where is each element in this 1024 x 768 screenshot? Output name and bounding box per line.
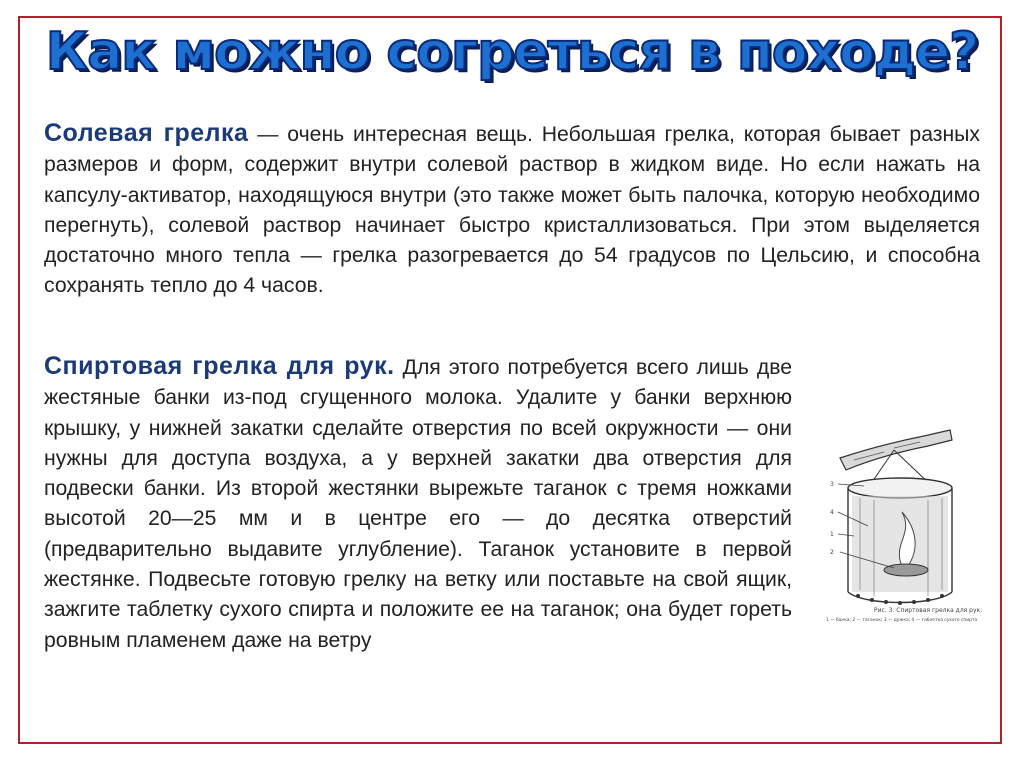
text-alcohol-warmer: Для этого потребуется всего лишь две жестяные банки из-под сгущенного молока. Удалите у банки верхнюю крышку, у нижней закатки сделайте отверстия по всей окружности — они нужны для доступа воздуха, а у верхней закатки два отверстия для подвески банки. Из второй жестянки вырежьте таганок с тремя ножками высотой 20—25 мм и в центре его — до десятка отверстий (предварительно выдавите углубление). Таганок установите в первой жестянке. Подвесьте готовую грелку на ветку или поставьте на свой ящик, зажгите таблетку сухого спирта и положите ее на таганок; она будет гореть ровным пламенем даже на ветру (44, 356, 792, 652)
hand-warmer-drawing (824, 416, 994, 636)
label-4: 4 (830, 509, 834, 516)
heading-salt-warmer: Солевая грелка (44, 119, 249, 147)
label-2: 2 (830, 549, 834, 556)
can-top-rim (848, 478, 952, 498)
figure-caption-title: Рис. 3. Спиртовая грелка для рук: (874, 607, 983, 614)
paragraph-alcohol-warmer (44, 351, 792, 656)
branch-shape (840, 430, 952, 470)
text-salt-warmer: — очень интересная вещь. Небольшая грелка, которая бывает разных размеров и форм, содержит внутри солевой раствор в жидком виде. Но если нажать на капсулу-активатор, находящуюся внутри (это также может быть палочка, которую необходимо перегнуть), солевой раствор начинает быстро кристаллизоваться. При этом выделяется достаточно много тепла — грелка разогревается до 54 градусов по Цельсию, и способна сохранять тепло до 4 часов. (44, 123, 980, 298)
slide-title: Как можно согреться в походе? (45, 22, 979, 82)
trivet-shape (884, 564, 928, 576)
label-1: 1 (830, 531, 834, 538)
paragraph-salt-warmer (44, 118, 980, 302)
heading-alcohol-warmer: Спиртовая грелка для рук. (44, 352, 395, 380)
hand-warmer-illustration (824, 416, 994, 636)
label-3: 3 (830, 481, 834, 488)
figure-caption-legend: 1 — банка; 2 — таганок; 3 — дужка; 4 — таблетка сухого спирта (826, 618, 978, 623)
